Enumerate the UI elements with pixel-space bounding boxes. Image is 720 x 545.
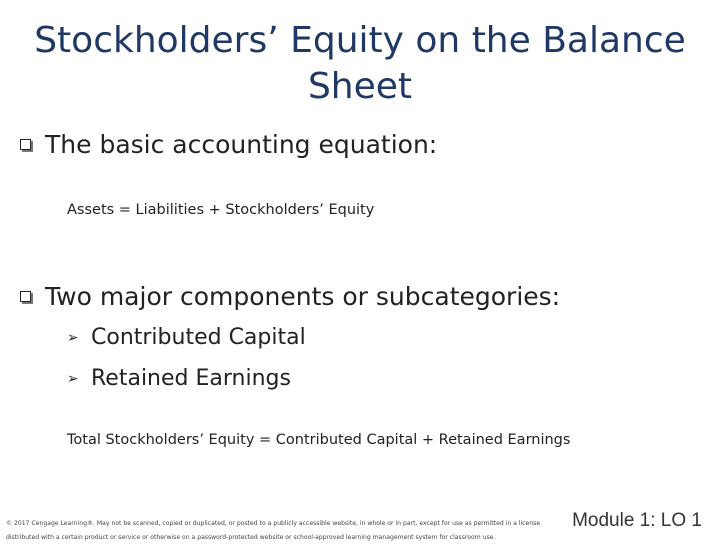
copyright-notice: © 2017 Cengage Learning®. May not be scanned, copied or duplicated, or posted to a publicly accessible website, in whole or in part, except for use as permitted in a license distributed with a certain product or service or otherwise on a password-protected website or school-approved learning management system for classroom use. xyxy=(6,520,541,541)
checkbox-bullet-icon xyxy=(20,291,31,302)
sub-item-contributed-capital xyxy=(67,325,306,350)
arrow-bullet-icon: ➢ xyxy=(67,370,79,387)
accounting-equation: Assets = Liabilities + Stockholders’ Equity xyxy=(67,202,375,218)
sub-item-retained-earnings xyxy=(67,366,291,391)
arrow-bullet-icon: ➢ xyxy=(67,329,79,346)
slide-title: Stockholders’ Equity on the Balance Sheet xyxy=(34,20,686,107)
bullet-components xyxy=(20,282,560,311)
total-equity-equation: Total Stockholders’ Equity = Contributed Capital + Retained Earnings xyxy=(67,432,571,448)
bullet-basic-equation xyxy=(20,130,437,159)
module-label: Module 1: LO 1 xyxy=(572,510,702,531)
bullet-text: Two major components or subcategories: xyxy=(45,282,561,311)
checkbox-bullet-icon xyxy=(20,139,31,150)
bullet-text: The basic accounting equation: xyxy=(45,130,438,159)
sub-item-text: Retained Earnings xyxy=(91,366,291,391)
sub-item-text: Contributed Capital xyxy=(91,325,306,350)
